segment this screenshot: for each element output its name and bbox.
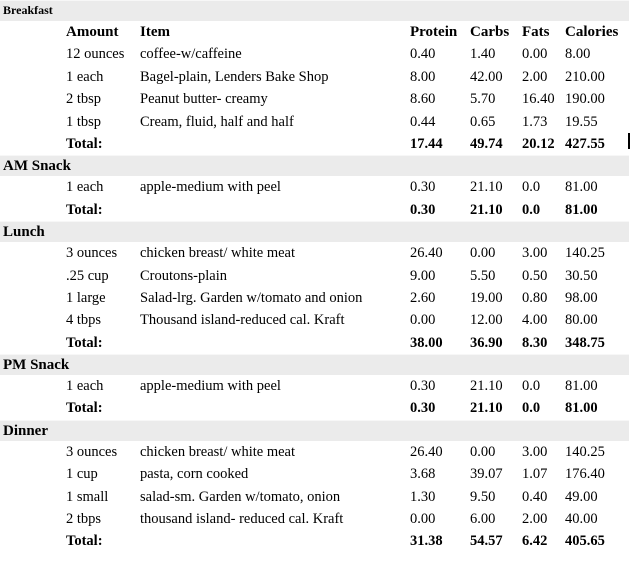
total-fats: 0.0 bbox=[522, 201, 541, 218]
total-carbs: 49.74 bbox=[470, 135, 503, 152]
protein-cell: 0.00 bbox=[410, 511, 436, 528]
fats-cell: 0.0 bbox=[522, 179, 541, 196]
protein-cell: 0.44 bbox=[410, 113, 436, 130]
fats-cell: 2.00 bbox=[522, 68, 548, 85]
total-label: Total: bbox=[66, 201, 103, 218]
section-header-breakfast bbox=[0, 0, 629, 21]
protein-cell: 0.00 bbox=[410, 312, 436, 329]
protein-cell: 26.40 bbox=[410, 443, 443, 460]
fats-cell: 1.07 bbox=[522, 466, 548, 483]
total-calories: 81.00 bbox=[565, 201, 598, 218]
fats-cell: 0.50 bbox=[522, 267, 548, 284]
carbs-cell: 21.10 bbox=[470, 179, 503, 196]
total-label: Total: bbox=[66, 334, 103, 351]
total-row bbox=[0, 332, 629, 354]
protein-cell: 1.30 bbox=[410, 488, 436, 505]
carbs-cell: 0.00 bbox=[470, 443, 496, 460]
food-row bbox=[0, 309, 629, 331]
carbs-cell: 39.07 bbox=[470, 466, 503, 483]
total-calories: 81.00 bbox=[565, 400, 598, 417]
item-cell: apple-medium with peel bbox=[140, 179, 281, 196]
item-cell: thousand island- reduced cal. Kraft bbox=[140, 511, 344, 528]
section-title: Breakfast bbox=[3, 3, 53, 17]
item-cell: Thousand island-reduced cal. Kraft bbox=[140, 312, 345, 329]
column-header-fats: Fats bbox=[522, 24, 550, 40]
amount-cell: 2 tbps bbox=[66, 511, 102, 528]
item-cell: pasta, corn cooked bbox=[140, 466, 249, 483]
carbs-cell: 5.50 bbox=[470, 267, 496, 284]
text-cursor bbox=[628, 133, 630, 149]
amount-cell: 1 small bbox=[66, 488, 109, 505]
calories-cell: 49.00 bbox=[565, 488, 598, 505]
fats-cell: 16.40 bbox=[522, 91, 555, 108]
total-fats: 0.0 bbox=[522, 400, 541, 417]
column-header-amount: Amount bbox=[66, 24, 119, 40]
column-header-item: Item bbox=[140, 24, 170, 40]
total-calories: 348.75 bbox=[565, 334, 605, 351]
section-title: AM Snack bbox=[3, 158, 71, 175]
section-title: Lunch bbox=[3, 224, 45, 241]
carbs-cell: 21.10 bbox=[470, 378, 503, 395]
food-row bbox=[0, 88, 629, 110]
amount-cell: 3 ounces bbox=[66, 245, 118, 262]
amount-cell: 1 each bbox=[66, 68, 104, 85]
item-cell: chicken breast/ white meat bbox=[140, 245, 296, 262]
section-title: Dinner bbox=[3, 422, 48, 439]
fats-cell: 3.00 bbox=[522, 443, 548, 460]
amount-cell: 1 large bbox=[66, 289, 106, 306]
section-header-pm-snack bbox=[0, 354, 629, 375]
item-cell: coffee-w/caffeine bbox=[140, 46, 242, 63]
column-header-carbs: Carbs bbox=[470, 24, 510, 40]
food-row bbox=[0, 265, 629, 287]
protein-cell: 9.00 bbox=[410, 267, 436, 284]
total-label: Total: bbox=[66, 400, 103, 417]
calories-cell: 210.00 bbox=[565, 68, 605, 85]
calories-cell: 140.25 bbox=[565, 245, 605, 262]
calories-cell: 80.00 bbox=[565, 312, 598, 329]
food-row bbox=[0, 508, 629, 530]
item-cell: chicken breast/ white meat bbox=[140, 443, 296, 460]
amount-cell: 3 ounces bbox=[66, 443, 118, 460]
total-calories: 427.55 bbox=[565, 135, 605, 152]
fats-cell: 0.80 bbox=[522, 289, 548, 306]
total-protein: 17.44 bbox=[410, 135, 443, 152]
column-header-protein: Protein bbox=[410, 24, 458, 40]
item-cell: Bagel-plain, Lenders Bake Shop bbox=[140, 68, 329, 85]
carbs-cell: 5.70 bbox=[470, 91, 496, 108]
total-fats: 20.12 bbox=[522, 135, 555, 152]
item-cell: Salad-lrg. Garden w/tomato and onion bbox=[140, 289, 363, 306]
total-row bbox=[0, 530, 629, 552]
carbs-cell: 42.00 bbox=[470, 68, 503, 85]
calories-cell: 81.00 bbox=[565, 378, 598, 395]
column-header-row bbox=[0, 21, 629, 43]
carbs-cell: 12.00 bbox=[470, 312, 503, 329]
total-protein: 31.38 bbox=[410, 533, 443, 550]
calories-cell: 140.25 bbox=[565, 443, 605, 460]
protein-cell: 2.60 bbox=[410, 289, 436, 306]
calories-cell: 40.00 bbox=[565, 511, 598, 528]
calories-cell: 190.00 bbox=[565, 91, 605, 108]
calories-cell: 30.50 bbox=[565, 267, 598, 284]
food-row bbox=[0, 486, 629, 508]
protein-cell: 8.00 bbox=[410, 68, 436, 85]
calories-cell: 98.00 bbox=[565, 289, 598, 306]
amount-cell: 1 each bbox=[66, 179, 104, 196]
protein-cell: 0.30 bbox=[410, 179, 436, 196]
protein-cell: 3.68 bbox=[410, 466, 436, 483]
item-cell: Croutons-plain bbox=[140, 267, 227, 284]
carbs-cell: 6.00 bbox=[470, 511, 496, 528]
carbs-cell: 0.00 bbox=[470, 245, 496, 262]
fats-cell: 2.00 bbox=[522, 511, 548, 528]
total-protein: 38.00 bbox=[410, 334, 443, 351]
food-row bbox=[0, 43, 629, 65]
food-row bbox=[0, 176, 629, 198]
total-fats: 6.42 bbox=[522, 533, 548, 550]
fats-cell: 0.00 bbox=[522, 46, 548, 63]
protein-cell: 26.40 bbox=[410, 245, 443, 262]
item-cell: salad-sm. Garden w/tomato, onion bbox=[140, 488, 341, 505]
section-title: PM Snack bbox=[3, 357, 70, 374]
protein-cell: 0.30 bbox=[410, 378, 436, 395]
calories-cell: 81.00 bbox=[565, 179, 598, 196]
item-cell: apple-medium with peel bbox=[140, 378, 281, 395]
fats-cell: 0.40 bbox=[522, 488, 548, 505]
carbs-cell: 19.00 bbox=[470, 289, 503, 306]
protein-cell: 0.40 bbox=[410, 46, 436, 63]
food-row bbox=[0, 66, 629, 88]
item-cell: Peanut butter- creamy bbox=[140, 91, 268, 108]
amount-cell: .25 cup bbox=[66, 267, 109, 284]
item-cell: Cream, fluid, half and half bbox=[140, 113, 294, 130]
total-label: Total: bbox=[66, 135, 103, 152]
food-row bbox=[0, 111, 629, 133]
total-carbs: 54.57 bbox=[470, 533, 503, 550]
carbs-cell: 9.50 bbox=[470, 488, 496, 505]
calories-cell: 176.40 bbox=[565, 466, 605, 483]
total-fats: 8.30 bbox=[522, 334, 548, 351]
amount-cell: 1 each bbox=[66, 378, 104, 395]
food-row bbox=[0, 375, 629, 397]
total-row bbox=[0, 199, 629, 221]
total-carbs: 21.10 bbox=[470, 201, 503, 218]
total-protein: 0.30 bbox=[410, 400, 436, 417]
carbs-cell: 1.40 bbox=[470, 46, 496, 63]
total-carbs: 36.90 bbox=[470, 334, 503, 351]
food-row bbox=[0, 287, 629, 309]
fats-cell: 1.73 bbox=[522, 113, 548, 130]
amount-cell: 12 ounces bbox=[66, 46, 125, 63]
fats-cell: 4.00 bbox=[522, 312, 548, 329]
column-header-calories: Calories bbox=[565, 24, 619, 40]
total-row bbox=[0, 397, 629, 419]
amount-cell: 4 tbps bbox=[66, 312, 102, 329]
carbs-cell: 0.65 bbox=[470, 113, 496, 130]
fats-cell: 3.00 bbox=[522, 245, 548, 262]
section-header-dinner bbox=[0, 420, 629, 441]
section-header-lunch bbox=[0, 221, 629, 242]
section-header-am-snack bbox=[0, 155, 629, 176]
food-row bbox=[0, 441, 629, 463]
food-row bbox=[0, 242, 629, 264]
total-row bbox=[0, 133, 629, 155]
amount-cell: 2 tbsp bbox=[66, 91, 102, 108]
total-carbs: 21.10 bbox=[470, 400, 503, 417]
calories-cell: 8.00 bbox=[565, 46, 591, 63]
protein-cell: 8.60 bbox=[410, 91, 436, 108]
fats-cell: 0.0 bbox=[522, 378, 541, 395]
total-calories: 405.65 bbox=[565, 533, 605, 550]
amount-cell: 1 tbsp bbox=[66, 113, 102, 130]
total-protein: 0.30 bbox=[410, 201, 436, 218]
calories-cell: 19.55 bbox=[565, 113, 598, 130]
food-row bbox=[0, 463, 629, 485]
amount-cell: 1 cup bbox=[66, 466, 98, 483]
total-label: Total: bbox=[66, 533, 103, 550]
